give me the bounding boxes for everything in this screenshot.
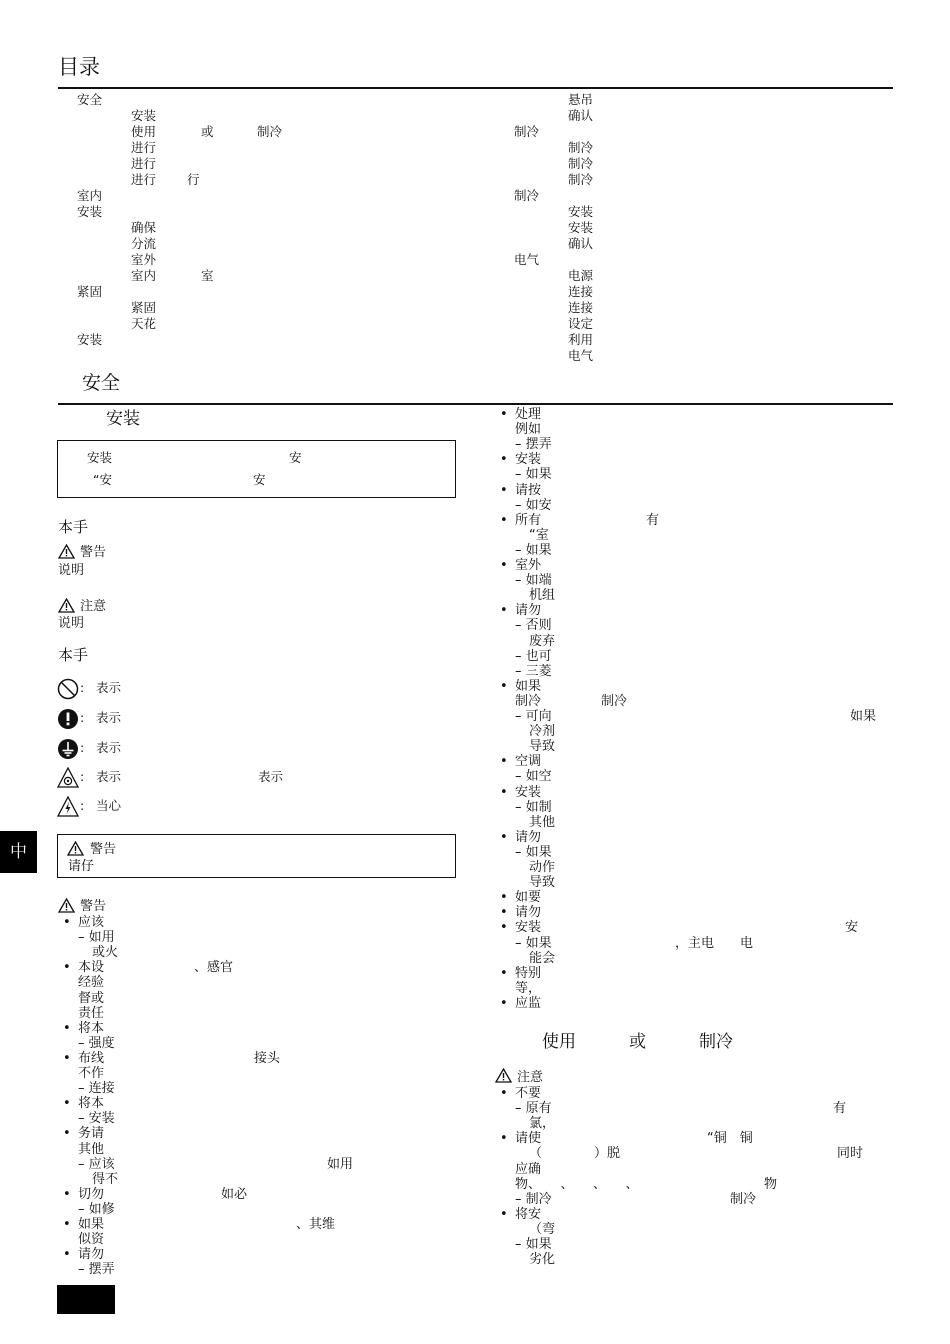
toc-entry: 确认 xyxy=(568,108,594,123)
list-line-extra: “铜 铜 xyxy=(707,1131,753,1147)
prohibited-icon xyxy=(57,678,79,700)
bullet-item: • 将安 xyxy=(515,1207,541,1222)
toc-entry: 设定 xyxy=(568,316,594,331)
toc-entry: 分流 xyxy=(131,236,157,251)
list-line: – 制冷 xyxy=(515,1191,552,1207)
toc-entry: 制冷 xyxy=(568,156,594,171)
manual-note-2: 本手 xyxy=(58,646,89,664)
toc-entry: 制冷 xyxy=(514,188,540,203)
list-line: 督或 xyxy=(78,990,105,1006)
list-line: – 应该 xyxy=(78,1156,115,1172)
notice-line2-b: 安 xyxy=(253,472,266,487)
list-line-extra: 有 xyxy=(833,1101,847,1117)
warning-label: 警告 xyxy=(80,545,107,560)
list-line-extra: 、感官 xyxy=(194,960,234,976)
bullet-item: • 安装 xyxy=(515,920,541,935)
bullet-item: • 所有 xyxy=(515,513,541,528)
toc-entry: 连接 xyxy=(568,300,594,315)
bullet-item: • 如果 xyxy=(515,679,541,694)
list-line: 例如 xyxy=(515,422,542,438)
bullet-item: • 切勿 xyxy=(78,1187,104,1202)
warning-triangle-icon xyxy=(58,544,75,559)
toc-entry: 室内 xyxy=(131,268,157,283)
list-line: – 如制 xyxy=(515,799,552,815)
list-line: 其他 xyxy=(529,814,556,830)
symbol-colon: : xyxy=(80,740,85,755)
toc-entry: 安装 xyxy=(568,204,594,219)
list-line: 制冷 xyxy=(515,693,542,709)
symbol-description: 当心 xyxy=(96,798,122,813)
section2-title-part3: 制冷 xyxy=(699,1032,733,1052)
list-line: – 否则 xyxy=(515,618,552,634)
toc-entry: 安装 xyxy=(77,204,103,219)
list-line: – 如果 xyxy=(515,935,552,951)
bullet-item: • 本设 xyxy=(78,960,104,975)
bullet-item: • 请勿 xyxy=(515,603,541,618)
list-line: （ ）脱 xyxy=(529,1146,621,1162)
caution-triangle-icon xyxy=(58,598,75,613)
warning-box-triangle-icon xyxy=(67,841,84,856)
rotating-parts-icon xyxy=(57,767,79,788)
bullet-item: • 特别 xyxy=(515,966,541,981)
list-line: – 如安 xyxy=(515,497,552,513)
list-line: – 如果 xyxy=(515,467,552,483)
list-line: 物、 、 、 、 xyxy=(515,1176,639,1192)
list-line: 似资 xyxy=(78,1232,105,1248)
section-title-safety: 安全 xyxy=(82,372,121,394)
toc-entry: 连接 xyxy=(568,284,594,299)
list-line: 氯， xyxy=(529,1116,556,1132)
list-line-extra: 有 xyxy=(646,512,660,528)
list-line: 应确 xyxy=(515,1161,542,1177)
list-line: 或火 xyxy=(92,945,119,961)
list-line: – 如果 xyxy=(515,542,552,558)
bullet-item: • 请勿 xyxy=(515,905,541,920)
bullet-item: • 不要 xyxy=(515,1086,541,1101)
warning-box-label: 警告 xyxy=(90,842,117,857)
list-line: – 如空 xyxy=(515,769,552,785)
bullet-item: • 请勿 xyxy=(78,1247,104,1262)
toc-entry: 进行 xyxy=(131,172,157,187)
section2-caution-triangle-icon xyxy=(495,1068,512,1083)
bullet-item: • 请按 xyxy=(515,483,541,498)
list-line: 其他 xyxy=(78,1141,105,1157)
list-line: – 摆弄 xyxy=(515,437,552,453)
bullet-item: • 空调 xyxy=(515,754,541,769)
section2-title-part1: 使用 xyxy=(542,1032,576,1052)
toc-entry: 利用 xyxy=(568,332,594,347)
list-line-extra: ，主电 电 xyxy=(675,935,754,951)
bullet-item: • 处理 xyxy=(515,407,541,422)
toc-entry: 确保 xyxy=(131,220,157,235)
list-line: – 如用 xyxy=(78,930,115,946)
bullet-item: • 应该 xyxy=(78,915,104,930)
bullet-item: • 务请 xyxy=(78,1126,104,1141)
warning-box xyxy=(57,834,456,878)
toc-entry: 进行 xyxy=(131,156,157,171)
symbol-description: 表示 xyxy=(96,740,122,755)
warning-box-text: 请仔 xyxy=(68,859,95,874)
list-line-extra: 制冷 xyxy=(601,693,628,709)
caution-desc: 说明 xyxy=(58,616,85,631)
toc-entry: 制冷 xyxy=(514,124,540,139)
mandatory-icon xyxy=(57,708,79,730)
list-line: – 如果 xyxy=(515,844,552,860)
list-line: 冷剂 xyxy=(529,724,556,740)
list-line: – 可向 xyxy=(515,709,552,724)
symbol-description: 表示 xyxy=(96,680,122,695)
toc-entry: 电气 xyxy=(568,348,594,363)
symbol-description-extra: 表示 xyxy=(258,769,284,784)
bullet-item: • 将本 xyxy=(78,1096,104,1111)
symbol-colon: : xyxy=(80,798,85,813)
page-number-block xyxy=(57,1285,115,1314)
toc-entry: 制冷 xyxy=(568,140,594,155)
list-line: – 如修 xyxy=(78,1201,115,1217)
list-line: – 如果 xyxy=(515,1237,552,1252)
list-line-extra: 安 xyxy=(845,920,859,936)
list-line-extra: 物 xyxy=(764,1176,778,1192)
toc-entry: 安全 xyxy=(77,92,103,107)
list-line: “室 xyxy=(529,527,549,543)
toc-entry: 紧固 xyxy=(131,300,157,315)
language-side-tab: 中 xyxy=(0,831,37,873)
list-line: – 连接 xyxy=(78,1081,115,1097)
list-line: 废弃 xyxy=(529,633,556,649)
list-line: 机组 xyxy=(529,588,556,604)
list-line-extra: 制冷 xyxy=(730,1191,757,1207)
symbol-description: 表示 xyxy=(96,769,122,784)
toc-entry: 使用 xyxy=(131,124,157,139)
bullet-item: • 安装 xyxy=(515,785,541,800)
list-line-extra: 如果 xyxy=(850,709,877,724)
symbol-colon: : xyxy=(80,769,85,784)
toc-entry: 紧固 xyxy=(77,284,103,299)
toc-entry-part: 室 xyxy=(201,268,214,283)
symbol-description: 表示 xyxy=(96,710,122,725)
list-line-extra: 如必 xyxy=(221,1186,248,1202)
toc-title: 目录 xyxy=(58,55,100,79)
electric-shock-icon xyxy=(57,796,79,817)
section2-caution-label: 注意 xyxy=(517,1070,544,1085)
list-line: 不作 xyxy=(78,1066,105,1081)
list-line: 等， xyxy=(515,980,542,996)
bullet-item: • 室外 xyxy=(515,558,541,573)
toc-rule xyxy=(58,87,893,89)
toc-entry: 制冷 xyxy=(568,172,594,187)
toc-entry: 安装 xyxy=(77,332,103,347)
list-line: 经验 xyxy=(78,975,105,991)
symbol-colon: : xyxy=(80,710,85,725)
list-line: 能会 xyxy=(529,950,556,966)
list-line-extra: 、其维 xyxy=(296,1217,336,1232)
list-line: 责任 xyxy=(78,1005,105,1021)
bullet-item: • 将本 xyxy=(78,1021,104,1036)
notice-box xyxy=(57,440,456,498)
list-line-extra: 如用 xyxy=(327,1156,354,1172)
manual-note-1: 本手 xyxy=(58,518,89,536)
left-warning-triangle-icon xyxy=(58,898,75,913)
toc-entry-part: 制冷 xyxy=(257,124,283,139)
ground-icon xyxy=(57,738,79,760)
section2-title-part2: 或 xyxy=(629,1032,646,1052)
bullet-item: • 布线 xyxy=(78,1051,104,1066)
list-line: 导致 xyxy=(529,739,556,755)
list-line: 动作 xyxy=(529,860,556,875)
list-line: – 原有 xyxy=(515,1101,552,1117)
bullet-item: • 请勿 xyxy=(515,830,541,845)
bullet-item: • 如要 xyxy=(515,890,541,905)
toc-entry-part: 或 xyxy=(201,124,214,139)
list-line: – 摆弄 xyxy=(78,1262,115,1278)
list-line: – 三菱 xyxy=(515,663,552,679)
toc-entry: 电气 xyxy=(514,252,540,267)
list-line: 得不 xyxy=(92,1171,119,1187)
list-line: （弯 xyxy=(529,1221,556,1237)
toc-entry: 室内 xyxy=(77,188,103,203)
caution-label: 注意 xyxy=(80,599,107,614)
bullet-item: • 如果 xyxy=(78,1217,104,1232)
toc-entry: 天花 xyxy=(131,316,157,331)
list-line: – 也可 xyxy=(515,648,552,664)
list-line: – 如端 xyxy=(515,573,552,589)
section-rule xyxy=(58,403,893,405)
list-line: 导致 xyxy=(529,875,556,891)
toc-entry: 安装 xyxy=(131,108,157,123)
list-line: – 安装 xyxy=(78,1111,115,1127)
list-line-extra: 接头 xyxy=(254,1050,281,1066)
toc-entry: 安装 xyxy=(568,220,594,235)
section-subtitle-install: 安装 xyxy=(106,409,140,429)
toc-entry-part: 行 xyxy=(187,172,200,187)
list-line: – 强度 xyxy=(78,1035,115,1051)
bullet-item: • 安装 xyxy=(515,452,541,467)
list-line-extra: 同时 xyxy=(837,1146,864,1162)
left-warning-label: 警告 xyxy=(80,899,107,914)
toc-entry: 悬吊 xyxy=(568,92,594,107)
warning-desc: 说明 xyxy=(58,563,85,578)
notice-line1-a: 安装 xyxy=(87,450,113,465)
symbol-colon: : xyxy=(80,680,85,695)
toc-entry: 进行 xyxy=(131,140,157,155)
notice-line2-a: “安 xyxy=(93,472,112,487)
list-line: 劣化 xyxy=(529,1252,556,1268)
bullet-item: • 请使 xyxy=(515,1131,541,1146)
toc-entry: 确认 xyxy=(568,236,594,251)
bullet-item: • 应监 xyxy=(515,996,541,1011)
toc-entry: 室外 xyxy=(131,252,157,267)
notice-line1-b: 安 xyxy=(289,450,302,465)
toc-entry: 电源 xyxy=(568,268,594,283)
